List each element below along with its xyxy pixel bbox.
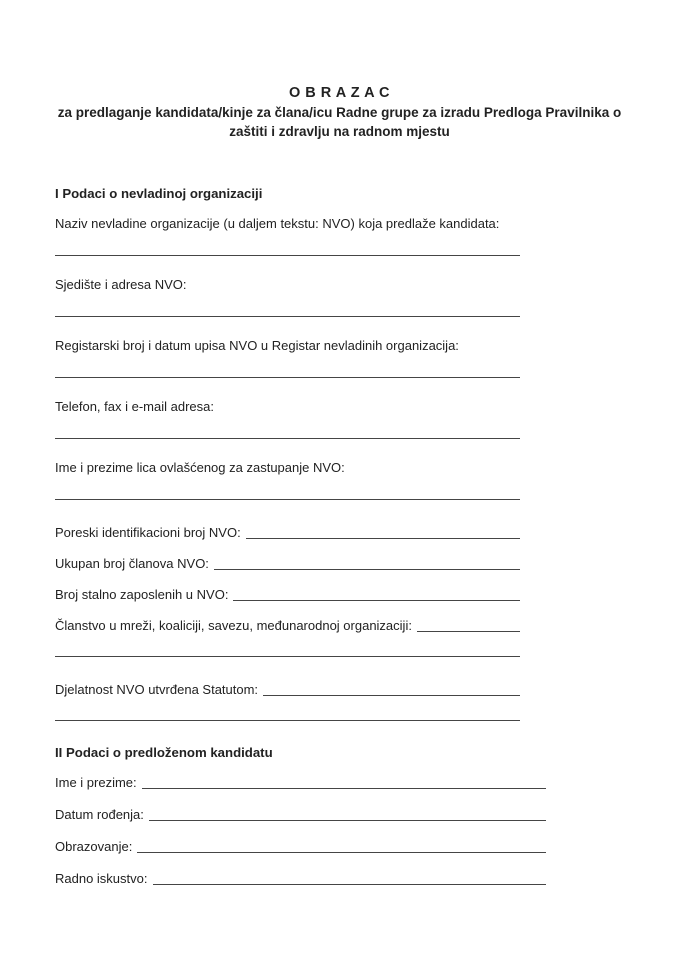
form-field-row (55, 556, 520, 572)
fill-line (246, 525, 520, 539)
form-subtitle-line: zaštiti i zdravlju na radnom mjestu (229, 123, 450, 139)
field-label: Ukupan broj članova NVO: (55, 556, 209, 571)
form-body (55, 186, 520, 887)
field-label: Djelatnost NVO utvrđena Statutom: (55, 682, 259, 697)
fill-line (142, 775, 546, 789)
fill-line (417, 618, 520, 632)
field-label: Obrazovanje: (55, 839, 133, 854)
form-section (55, 186, 520, 721)
form-field-row (55, 839, 546, 855)
fill-line (55, 377, 520, 378)
field-label: Poreski identifikacioni broj NVO: (55, 525, 241, 540)
field-label: Telefon, fax i e-mail adresa: (55, 399, 214, 414)
section-heading: II Podaci o predloženom kandidatu (55, 745, 273, 760)
fill-line (55, 438, 520, 439)
fill-line (55, 499, 520, 500)
form-field-row (55, 618, 520, 634)
form-subtitle-line: za predlaganje kandidata/kinje za člana/icu Radne grupe za izradu Predloga Pravilnika o (57, 105, 622, 120)
form-field-row (55, 682, 520, 698)
form-field-row (55, 807, 546, 823)
fill-line-continuation (55, 720, 520, 721)
form-field-row (55, 871, 546, 887)
fill-line (214, 556, 520, 570)
fill-line (55, 255, 520, 256)
field-label: Broj stalno zaposlenih u NVO: (55, 587, 229, 602)
fill-line-continuation (55, 656, 520, 657)
form-section (55, 745, 520, 887)
field-label: Članstvo u mreži, koaliciji, savezu, međunarodnoj organizaciji: (55, 618, 412, 633)
field-label: Datum rođenja: (55, 807, 144, 822)
fill-line (137, 839, 546, 853)
fill-line (153, 871, 547, 885)
fill-line (149, 807, 546, 821)
field-label: Ime i prezime lica ovlašćenog za zastupanje NVO: (55, 460, 345, 475)
field-label: Ime i prezime: (55, 775, 137, 790)
form-field-row (55, 775, 546, 791)
field-label: Naziv nevladine organizacije (u daljem tekstu: NVO) koja predlaže kandidata: (55, 216, 500, 231)
field-label: Sjedište i adresa NVO: (55, 277, 187, 292)
form-header (0, 0, 679, 141)
form-subtitle (40, 104, 640, 141)
field-label: Radno iskustvo: (55, 871, 148, 886)
form-field-row (55, 525, 520, 541)
section-heading: I Podaci o nevladinoj organizaciji (55, 186, 263, 201)
fill-line (55, 316, 520, 317)
field-label: Registarski broj i datum upisa NVO u Registar nevladinih organizacija: (55, 338, 459, 353)
form-title: O B R A Z A C (288, 85, 390, 101)
fill-line (233, 587, 520, 601)
form-field-row (55, 587, 520, 603)
fill-line (263, 682, 520, 696)
